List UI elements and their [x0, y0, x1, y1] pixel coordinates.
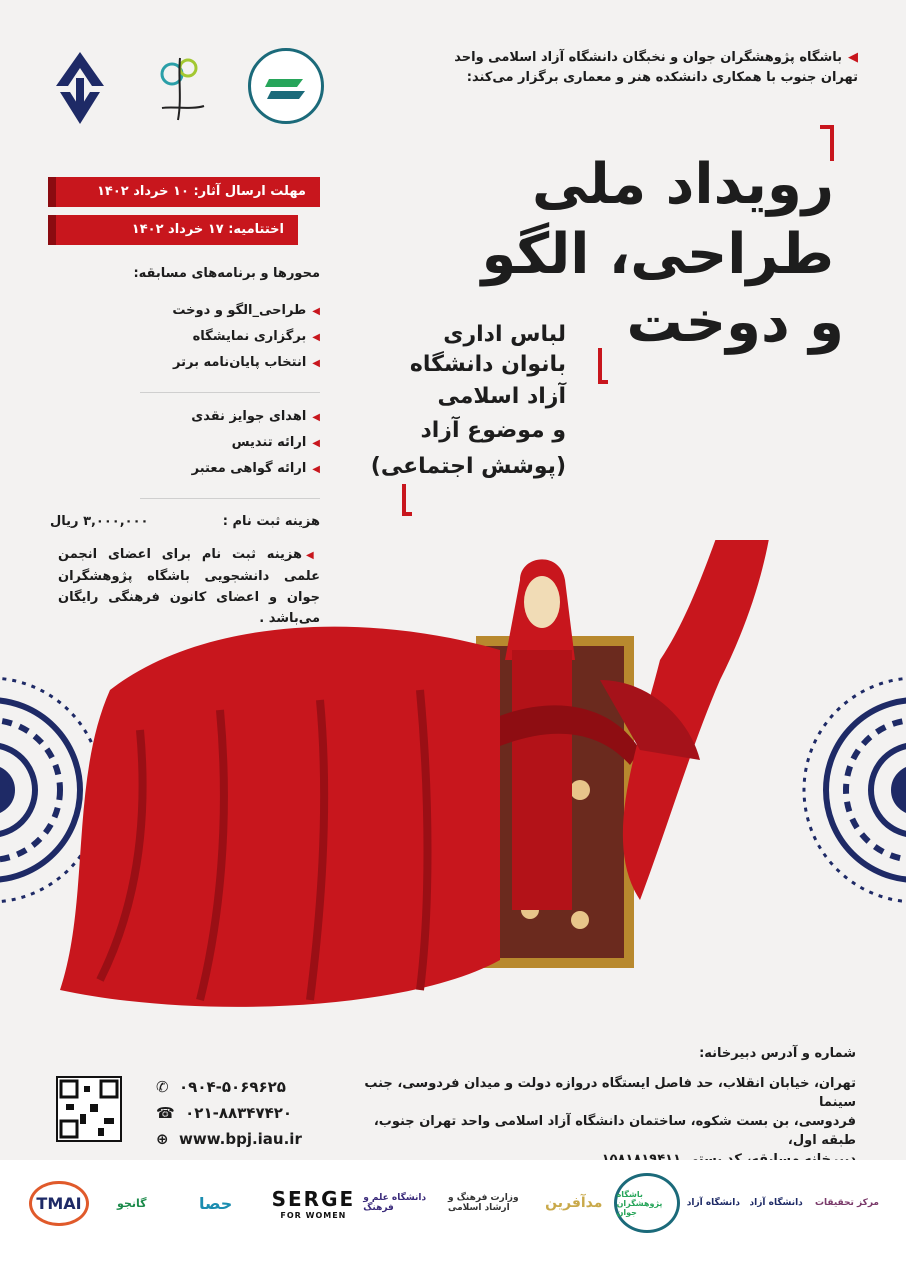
list-item: ◀طراحی_الگو و دوخت [172, 303, 320, 318]
azad-university-logo [48, 46, 112, 136]
list-item: ◀ارائه تندیس [231, 435, 320, 450]
contact-methods [156, 1074, 306, 1152]
mobile-number: ۰۹۰۴-۵۰۶۹۶۲۵ [179, 1078, 286, 1096]
bullet-icon: ◀ [312, 332, 320, 343]
ornament-right-icon [804, 678, 906, 902]
main-title-line-2: طراحی، الگو [481, 222, 834, 287]
sponsor-logo-azad-2: دانشگاه آزاد [749, 1198, 803, 1208]
sponsor-logo-serge: SERGE FOR WOMEN [271, 1186, 356, 1220]
subtitle-line-2: بانوان دانشگاه [409, 352, 566, 377]
young-researchers-club-logo [248, 48, 324, 124]
subtitle-corner [402, 484, 412, 516]
contact-title: شماره و آدرس دبیرخانه: [699, 1046, 856, 1061]
closing-bar [48, 215, 298, 245]
bullet-icon: ◀ [312, 412, 320, 423]
sponsor-logo-tmai: TMAI [22, 1173, 96, 1233]
hero-illustration [0, 540, 906, 1040]
phone-icon: ☎ [156, 1104, 175, 1122]
list-item: ◀انتخاب پایان‌نامه برتر [173, 355, 320, 370]
bullet-icon: ◀ [312, 358, 320, 369]
bullet-icon: ◀ [305, 550, 320, 561]
intro-line-2: تهران جنوب با همکاری دانشکده هنر و معماری برگزار می‌کند: [466, 70, 858, 85]
address-line-1: تهران، خیابان انقلاب، حد فاصل ایستگاه دروازه دولت و میدان فردوسی، جنب سینما [364, 1076, 856, 1110]
bullet-icon: ◀ [312, 464, 320, 475]
website-row[interactable] [156, 1126, 306, 1152]
website-link[interactable]: www.bpj.iau.ir [179, 1130, 302, 1148]
deadline-bar [48, 177, 320, 207]
prizes-list [60, 404, 320, 482]
subtitle-line-5: (پوشش اجتماعی) [370, 454, 566, 479]
sponsor-logo-ganjo: گانجو [117, 1196, 147, 1210]
bullet-icon: ◀ [312, 438, 320, 449]
tehran-jonoob-logo [142, 48, 222, 128]
closing-bar-edge [48, 215, 56, 245]
bullet-icon: ◀ [312, 306, 320, 317]
address-line-2: فردوسی، بن بست شکوه، ساختمان دانشگاه آزاد اسلامی واحد تهران جنوب، طبقه اول، [373, 1114, 856, 1148]
sponsor-logo-ministry-culture: وزارت فرهنگ و ارشاد اسلامی [447, 1193, 519, 1213]
sponsor-logo-science-culture: دانشگاه علم و فرهنگ [363, 1193, 427, 1213]
qr-code[interactable] [56, 1076, 122, 1142]
fee-label: هزینه ثبت نام : [222, 514, 320, 529]
contact-address [336, 1074, 856, 1169]
divider [140, 392, 320, 393]
intro-text [428, 48, 858, 88]
sponsor-logos [22, 1168, 884, 1238]
mobile-row[interactable] [156, 1074, 306, 1100]
phone-row[interactable] [156, 1100, 306, 1126]
fee-amount: ۳,۰۰۰,۰۰۰ ریال [50, 514, 149, 529]
sponsor-logo-modaofarin: مدآفرین [545, 1195, 603, 1211]
list-item: ◀برگزاری نمایشگاه [192, 329, 320, 344]
mobile-icon: ✆ [156, 1078, 169, 1096]
divider [140, 498, 320, 499]
globe-icon: ⊕ [156, 1130, 169, 1148]
intro-bullet: ◀ [848, 50, 858, 65]
sponsor-logo-azad-1: دانشگاه آزاد [686, 1198, 741, 1208]
subtitle-line-1: لباس اداری [443, 322, 566, 347]
sponsor-logo-young-researchers: باشگاه پژوهشگران جوان [614, 1173, 680, 1233]
fee-note-text: هزینه ثبت نام برای اعضای انجمن علمی دانشجویی باشگاه پژوهشگران جوان و اعضای کانون فرهنگی رایگان می‌باشد . [58, 547, 320, 626]
main-title-line-1: رویداد ملی [531, 152, 834, 217]
deadline-text: مهلت ارسال آثار: ۱۰ خرداد ۱۴۰۲ [96, 184, 306, 199]
fee-row [50, 514, 320, 529]
sponsor-logo-research-center: مرکز تحقیقات [814, 1198, 879, 1208]
list-item: ◀ارائه گواهی معتبر [191, 461, 320, 476]
closing-text: اختتامیه: ۱۷ خرداد ۱۴۰۲ [131, 222, 284, 237]
main-title-line-3: و دوخت [626, 290, 844, 355]
sponsor-logo-hesa: حصا [198, 1193, 233, 1213]
title-corner-bottom [598, 348, 608, 384]
list-item: ◀اهدای جوایز نقدی [191, 409, 320, 424]
subtitle-line-3: آزاد اسلامی [437, 384, 566, 409]
axes-list [60, 298, 320, 376]
axes-title: محورها و برنامه‌های مسابقه: [133, 266, 320, 281]
subtitle-line-4: و موضوع آزاد [420, 418, 566, 443]
deadline-bar-edge [48, 177, 56, 207]
intro-line-1: باشگاه پژوهشگران جوان و نخبگان دانشگاه آزاد اسلامی واحد [454, 50, 842, 65]
phone-number: ۰۲۱-۸۸۳۴۷۴۲۰ [185, 1104, 293, 1122]
